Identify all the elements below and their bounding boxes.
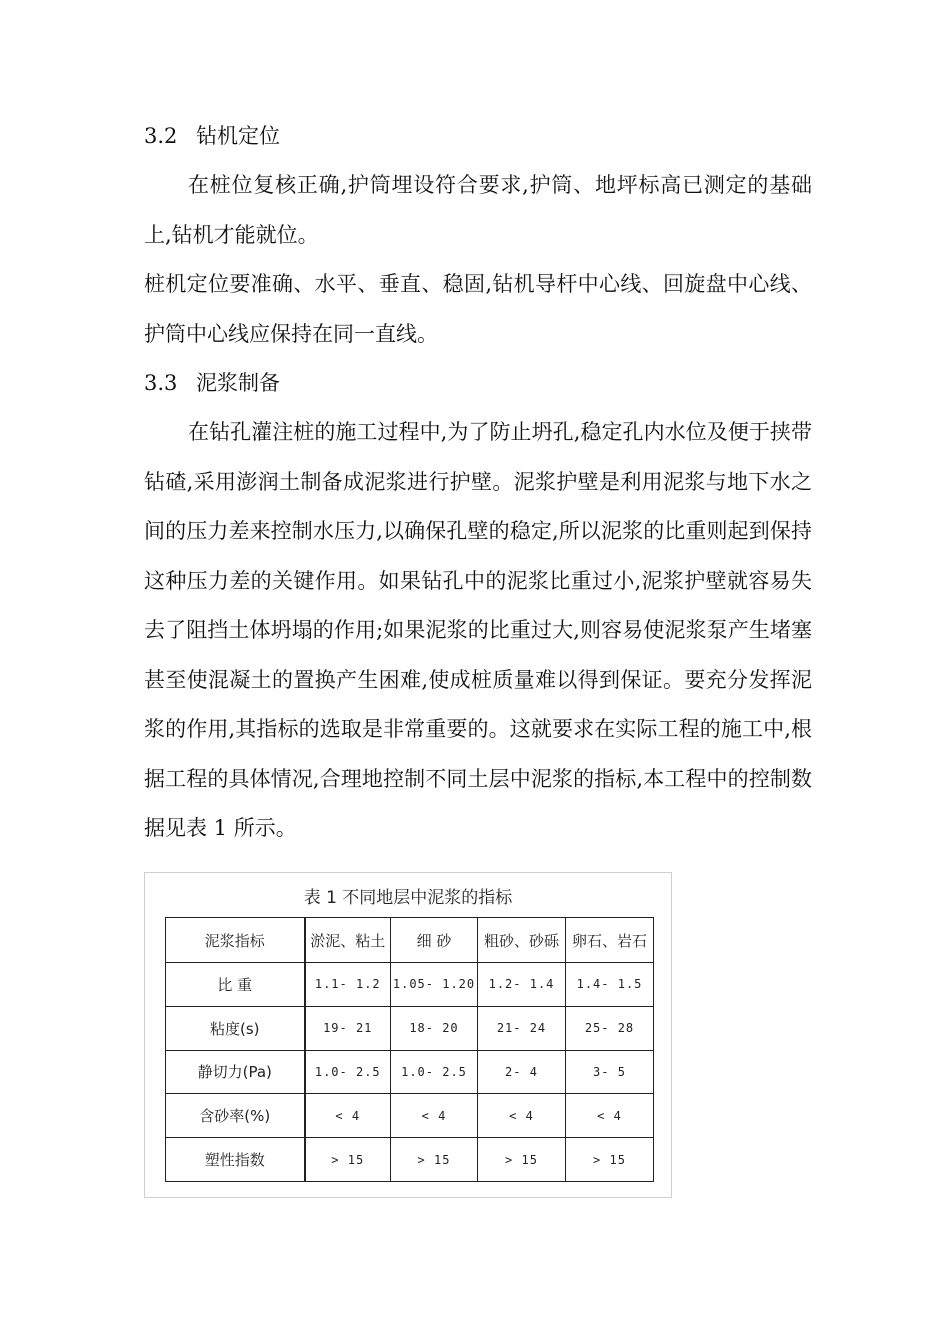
paragraph: 在钻孔灌注桩的施工过程中,为了防止坍孔,稳定孔内水位及便于挟带钻碴,采用澎润土制备成泥浆进行护壁。泥浆护壁是利用泥浆与地下水之间的压力差来控制水压力,以确保孔壁的稳定,所以泥浆的比重则起到保持这种压力差的关键作用。如果钻孔中的泥浆比重过小,泥浆护壁就容易失去了阻挡土体坍塌的作用;如果泥浆的比重过大,则容易使泥浆泵产生堵塞甚至使混凝土的置换产生困难,使成桩质量难以得到保证。要充分发挥泥浆的作用,其指标的选取是非常重要的。这就要求在实际工程的施工中,根据工程的具体情况,合理地控制不同土层中泥浆的指标,本工程中的控制数据见表 1 所示。 [144,420,812,840]
table-cell: < 4 [478,1094,566,1138]
table-caption: 表 1 不同地层中泥浆的指标 [303,888,513,908]
table-cell: > 15 [478,1138,566,1182]
table-cell: < 4 [305,1094,391,1138]
paragraph: 桩机定位要准确、水平、垂直、稳固,钻机导杆中心线、回旋盘中心线、护筒中心线应保持在同一直线。 [144,272,812,346]
document-body [144,112,812,854]
table-figure [144,872,672,1198]
row-label: 静切力(Pa) [166,1050,305,1094]
table-header-cell: 泥浆指标 [166,918,305,963]
table-cell: > 15 [566,1138,654,1182]
section-title: 泥浆制备 [196,371,280,395]
table-cell: 2- 4 [478,1050,566,1094]
table-cell: 19- 21 [305,1006,391,1050]
row-label: 塑性指数 [166,1138,305,1182]
table-cell: 1.05- 1.20 [391,963,478,1007]
table-cell: 3- 5 [566,1050,654,1094]
table-cell: 21- 24 [478,1006,566,1050]
section-heading-3-2 [144,112,812,161]
mud-index-table [165,917,654,1182]
table-header-cell: 粗砂、砂砾 [478,918,566,963]
section-title: 钻机定位 [196,124,280,148]
table-row [166,1094,654,1138]
table-cell: 1.0- 2.5 [305,1050,391,1094]
paragraph: 在桩位复核正确,护筒埋设符合要求,护筒、地坪标高已测定的基础上,钻机才能就位。 [144,173,812,247]
table-header-cell: 细 砂 [391,918,478,963]
section-heading-3-3 [144,359,812,408]
table-cell: < 4 [391,1094,478,1138]
table-cell: 25- 28 [566,1006,654,1050]
table-cell: > 15 [391,1138,478,1182]
table-cell: 1.4- 1.5 [566,963,654,1007]
table-cell: 18- 20 [391,1006,478,1050]
table-cell: 1.1- 1.2 [305,963,391,1007]
table-cell: 1.2- 1.4 [478,963,566,1007]
row-label: 比 重 [166,963,305,1007]
table-header-cell: 淤泥、粘土 [305,918,391,963]
section-number: 3.2 [144,124,178,148]
table-header-cell: 卵石、岩石 [566,918,654,963]
table-cell: > 15 [305,1138,391,1182]
table-row [166,1006,654,1050]
section-number: 3.3 [144,371,178,395]
table-cell: 1.0- 2.5 [391,1050,478,1094]
table-row [166,1138,654,1182]
row-label: 含砂率(%) [166,1094,305,1138]
table-row [166,1050,654,1094]
table-row [166,963,654,1007]
row-label: 粘度(s) [166,1006,305,1050]
table-cell: < 4 [566,1094,654,1138]
